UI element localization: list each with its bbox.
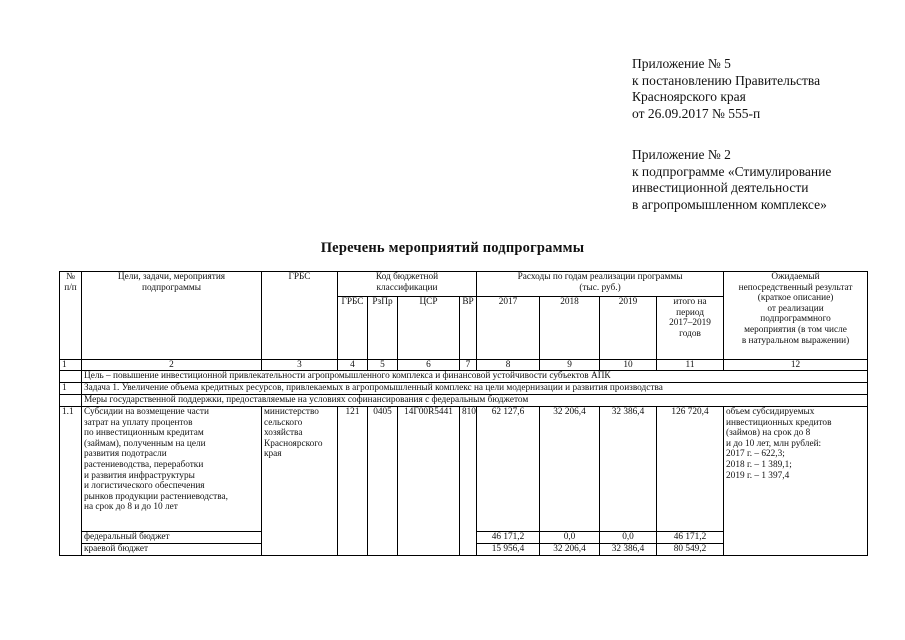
header-budget-code: Код бюджетной классификации: [338, 272, 477, 297]
header-expenses: Расходы по годам реализации программы (тыс. руб.): [477, 272, 724, 297]
item-2019: 32 386,4: [600, 407, 657, 532]
header-row-1: [60, 272, 868, 297]
header-year-2017: 2017: [477, 297, 540, 360]
item-code-vr: 810: [460, 407, 477, 556]
header-code-grbs: ГРБС: [338, 297, 368, 360]
column-number: 9: [540, 360, 600, 371]
item-text: Субсидии на возмещение части затрат на уплату процентов по инвестиционным кредитам (займам), полученным на цели развития подотрасли растениеводства, переработки и развития инфраструктуры и логистического обеспечения рынков продукции растениеводства, на срок до 8 и до 10 лет: [82, 407, 262, 532]
appendix-5-line-2: к постановлению Правительства: [632, 72, 821, 88]
column-number: 8: [477, 360, 540, 371]
header-code-csr: ЦСР: [398, 297, 460, 360]
item-code-grbs: 121: [338, 407, 368, 556]
document-title: Перечень мероприятий подпрограммы: [320, 240, 585, 256]
regional-2018: 32 206,4: [540, 544, 600, 556]
column-number: 4: [338, 360, 368, 371]
federal-total: 46 171,2: [657, 532, 724, 544]
goal-row: [60, 371, 868, 383]
appendix-2-line-4: в агропромышленном комплексе»: [632, 196, 827, 212]
item-num: 1.1: [60, 407, 82, 556]
measures-text: Меры государственной поддержки, предоставляемые на условиях софинансирования с федеральным бюджетом: [82, 395, 868, 407]
item-grbs: министерство сельского хозяйства Красноярского края: [262, 407, 338, 556]
federal-2018: 0,0: [540, 532, 600, 544]
column-number: 7: [460, 360, 477, 371]
regional-label: краевой бюджет: [82, 544, 262, 556]
header-code-vr: ВР: [460, 297, 477, 360]
goal-text: Цель – повышение инвестиционной привлекательности агропромышленного комплекса и финансовой устойчивости субъектов АПК: [82, 371, 868, 383]
measures-table: [59, 271, 868, 556]
column-number: 6: [398, 360, 460, 371]
task-row: [60, 383, 868, 395]
appendix-5-line-1: Приложение № 5: [632, 56, 731, 71]
column-number-row: [60, 360, 868, 371]
appendix-2-line-2: к подпрограмме «Стимулирование: [632, 163, 832, 179]
appendix-5-line-4: от 26.09.2017 № 555-п: [632, 105, 761, 121]
column-number: 5: [368, 360, 398, 371]
header-code-rzpr: РзПр: [368, 297, 398, 360]
header-year-2018: 2018: [540, 297, 600, 360]
appendix-2-line-1: Приложение № 2: [632, 147, 731, 162]
item-2018: 32 206,4: [540, 407, 600, 532]
item-result: объем субсидируемых инвестиционных кредитов (займов) на срок до 8 и до 10 лет, млн рублей: 2017 г. – 622,3; 2018 г. – 1 389,1; 2019 г. – 1 397,4: [724, 407, 868, 556]
header-grbs: ГРБС: [262, 272, 338, 360]
header-goals: Цели, задачи, мероприятия подпрограммы: [82, 272, 262, 360]
header-total: итого на период 2017–2019 годов: [657, 297, 724, 360]
column-number: 2: [82, 360, 262, 371]
federal-2019: 0,0: [600, 532, 657, 544]
federal-2017: 46 171,2: [477, 532, 540, 544]
column-number: 10: [600, 360, 657, 371]
regional-2019: 32 386,4: [600, 544, 657, 556]
appendix-5-line-3: Красноярского края: [632, 89, 746, 104]
measures-row: [60, 395, 868, 407]
column-number: 3: [262, 360, 338, 371]
federal-label: федеральный бюджет: [82, 532, 262, 544]
item-code-rzpr: 0405: [368, 407, 398, 556]
column-number: 11: [657, 360, 724, 371]
appendix-5-stamp: [632, 56, 820, 122]
appendix-2-line-3: инвестиционной деятельности: [632, 180, 809, 195]
header-num: № п/п: [60, 272, 82, 360]
regional-total: 80 549,2: [657, 544, 724, 556]
column-number: 12: [724, 360, 868, 371]
task-text: Задача 1. Увеличение объема кредитных ресурсов, привлекаемых в агропромышленный комплекс на цели модернизации и развития производства: [82, 383, 868, 395]
item-row: [60, 407, 868, 532]
item-2017: 62 127,6: [477, 407, 540, 532]
header-expected-result: Ожидаемый непосредственный результат (краткое описание) от реализации подпрограммного мероприятия (в том числе в натуральном выражении): [724, 272, 868, 360]
item-total: 126 720,4: [657, 407, 724, 532]
header-year-2019: 2019: [600, 297, 657, 360]
item-code-csr: 14Г00R5441: [398, 407, 460, 556]
appendix-2-stamp: [632, 147, 831, 213]
regional-2017: 15 956,4: [477, 544, 540, 556]
column-number: 1: [60, 360, 82, 371]
task-num: 1: [60, 383, 82, 395]
